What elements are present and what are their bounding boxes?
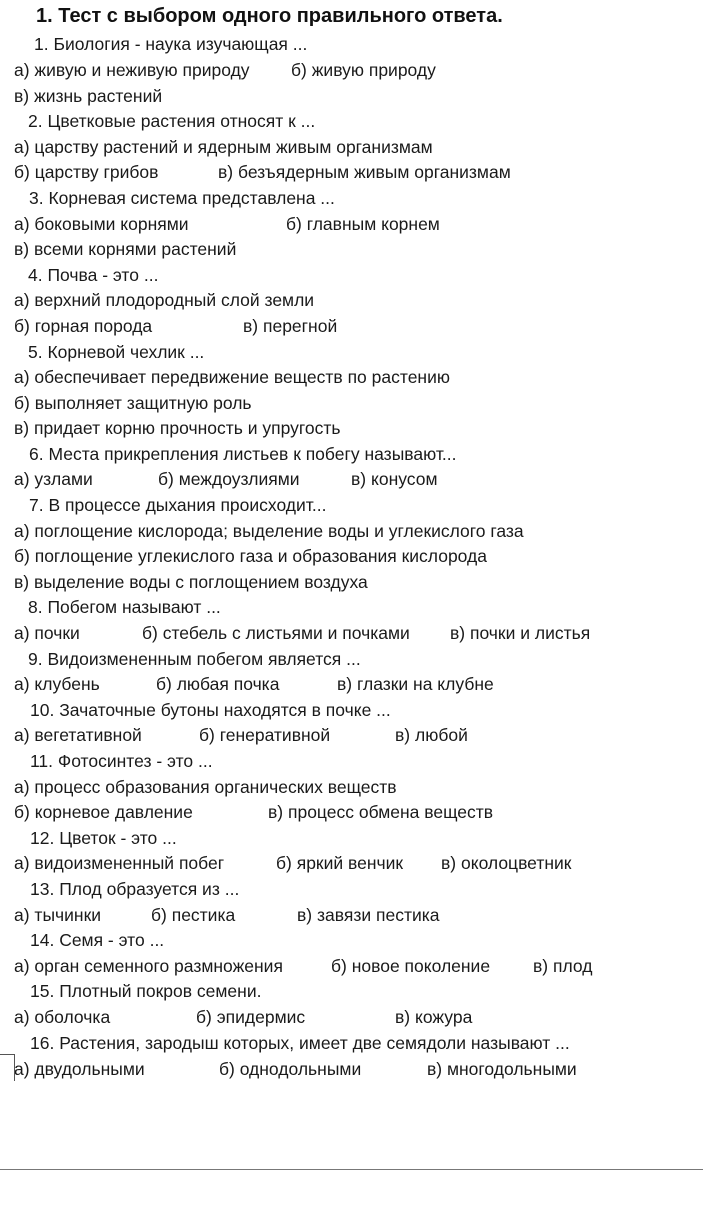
answer-option: а) тычинки [14, 905, 102, 925]
answer-option: б) новое поколение [331, 956, 491, 976]
answer-option: б) царству грибов [14, 162, 159, 182]
question-text: 8. Побегом называют ... [28, 597, 221, 617]
answer-option: а) поглощение кислорода; выделение воды и углекислого газа [14, 521, 524, 541]
answer-option: а) процесс образования органических веществ [14, 777, 397, 797]
answer-option: а) обеспечивает передвижение веществ по растению [14, 367, 450, 387]
question-text: 9. Видоизмененным побегом является ... [28, 649, 361, 669]
answer-option: б) корневое давление [14, 802, 193, 822]
answer-option: а) почки [14, 623, 80, 643]
question-text: 6. Места прикрепления листьев к побегу называют... [29, 444, 457, 464]
answer-option: в) почки и листья [450, 623, 591, 643]
answer-option: в) глазки на клубне [337, 674, 494, 694]
answer-option: в) плод [533, 956, 593, 976]
page-corner-mark [0, 1054, 15, 1081]
question-text: 14. Семя - это ... [30, 930, 165, 950]
answer-option: в) всеми корнями растений [14, 239, 237, 259]
answer-option: а) двудольными [14, 1059, 145, 1079]
answer-option: б) стебель с листьями и почками [142, 623, 410, 643]
answer-option: в) перегной [243, 316, 338, 336]
answer-option: в) процесс обмена веществ [268, 802, 494, 822]
answer-option: в) многодольными [427, 1059, 577, 1079]
answer-option: б) междоузлиями [158, 469, 300, 489]
answer-option: б) поглощение углекислого газа и образования кислорода [14, 546, 487, 566]
question-text: 3. Корневая система представлена ... [29, 188, 335, 208]
answer-option: в) завязи пестика [297, 905, 440, 925]
answer-option: в) выделение воды с поглощением воздуха [14, 572, 368, 592]
answer-option: в) придает корню прочность и упругость [14, 418, 341, 438]
answer-option: а) орган семенного размножения [14, 956, 283, 976]
bottom-divider [0, 1169, 703, 1170]
page-title: 1. Тест с выбором одного правильного ответа. [36, 5, 503, 27]
question-text: 11. Фотосинтез - это ... [30, 751, 213, 771]
question-text: 4. Почва - это ... [28, 265, 159, 285]
answer-option: б) пестика [151, 905, 236, 925]
question-text: 7. В процессе дыхания происходит... [29, 495, 327, 515]
answer-option: в) любой [395, 725, 468, 745]
answer-option: б) живую природу [291, 60, 436, 80]
answer-option: б) эпидермис [196, 1007, 306, 1027]
answer-option: а) верхний плодородный слой земли [14, 290, 315, 310]
answer-option: а) боковыми корнями [14, 214, 189, 234]
answer-option: а) видоизмененный побег [14, 853, 225, 873]
answer-option: б) любая почка [156, 674, 280, 694]
answer-option: в) жизнь растений [14, 86, 163, 106]
answer-option: а) живую и неживую природу [14, 60, 250, 80]
answer-option: а) клубень [14, 674, 100, 694]
answer-option: б) горная порода [14, 316, 153, 336]
question-text: 5. Корневой чехлик ... [28, 342, 205, 362]
answer-option: б) выполняет защитную роль [14, 393, 252, 413]
question-text: 15. Плотный покров семени. [30, 981, 262, 1001]
answer-option: а) царству растений и ядерным живым организмам [14, 137, 433, 157]
question-text: 12. Цветок - это ... [30, 828, 177, 848]
answer-option: в) безъядерным живым организмам [218, 162, 511, 182]
answer-option: а) оболочка [14, 1007, 111, 1027]
answer-option: б) однодольными [219, 1059, 362, 1079]
question-text: 1. Биология - наука изучающая ... [34, 34, 308, 54]
question-text: 10. Зачаточные бутоны находятся в почке ... [30, 700, 391, 720]
answer-option: б) генеративной [199, 725, 331, 745]
answer-option: в) кожура [395, 1007, 473, 1027]
question-text: 16. Растения, зародыш которых, имеет две семядоли называют ... [30, 1033, 570, 1053]
question-text: 2. Цветковые растения относят к ... [28, 111, 316, 131]
answer-option: в) околоцветник [441, 853, 572, 873]
answer-option: а) узлами [14, 469, 93, 489]
answer-option: в) конусом [351, 469, 438, 489]
question-text: 13. Плод образуется из ... [30, 879, 240, 899]
answer-option: а) вегетативной [14, 725, 142, 745]
answer-option: б) яркий венчик [276, 853, 404, 873]
answer-option: б) главным корнем [286, 214, 440, 234]
